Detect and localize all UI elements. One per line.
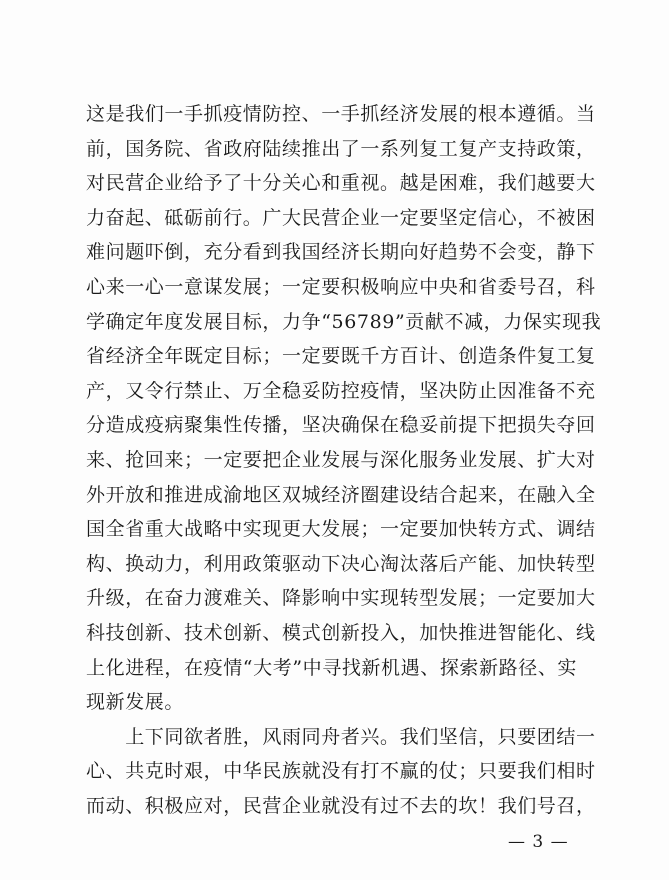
text-line: 而动、积极应对，民营企业就没有过不去的坎！我们号召， bbox=[86, 794, 596, 817]
text-line: 现新发展。 bbox=[86, 691, 185, 714]
page-number: — 3 — bbox=[508, 832, 569, 852]
text-line: 这是我们一手抓疫情防控、一手抓经济发展的根本遵循。当 bbox=[86, 103, 596, 125]
text-line: 升级，在奋力渡难关、降影响中实现转型发展；一定要加大 bbox=[86, 587, 596, 610]
text-line: 上化进程，在疫情“大考”中寻找新机遇、探索新路径、实 bbox=[86, 656, 578, 679]
text-line: 对民营企业给予了十分关心和重视。越是困难，我们越要大 bbox=[86, 172, 596, 195]
text-line: 力奋起、砥砺前行。广大民营企业一定要坚定信心，不被困 bbox=[86, 206, 596, 229]
text-line: 国全省重大战略中实现更大发展；一定要加快转方式、调结 bbox=[86, 518, 596, 541]
text-line: 心、共克时艰，中华民族就没有打不赢的仗；只要我们相时 bbox=[86, 760, 596, 783]
text-line: 心来一心一意谋发展；一定要积极响应中央和省委号召，科 bbox=[86, 275, 596, 298]
text-line: 前，国务院、省政府陆续推出了一系列复工复产支持政策， bbox=[86, 137, 596, 160]
text-line: 产，又令行禁止、万全稳妥防控疫情，坚决防止因准备不充 bbox=[86, 379, 596, 402]
text-line: 难问题吓倒，充分看到我国经济长期向好趋势不会变，静下 bbox=[86, 241, 596, 264]
text-line: 科技创新、技术创新、模式创新投入，加快推进智能化、线 bbox=[86, 621, 596, 644]
text-line: 外开放和推进成渝地区双城经济圈建设结合起来，在融入全 bbox=[86, 483, 596, 506]
text-line: 构、换动力，利用政策驱动下决心淘汰落后产能、加快转型 bbox=[86, 552, 596, 575]
text-line: 省经济全年既定目标；一定要既千方百计、创造条件复工复 bbox=[86, 345, 596, 368]
paragraph-line: 上下同欲者胜，风雨同舟者兴。我们坚信，只要团结一 bbox=[86, 725, 596, 748]
text-line: 来、抢回来；一定要把企业发展与深化服务业发展、扩大对 bbox=[86, 448, 596, 471]
text-line: 学确定年度发展目标，力争“56789”贡献不减，力保实现我 bbox=[86, 310, 602, 333]
text-line: 分造成疫病聚集性传播，坚决确保在稳妥前提下把损失夺回 bbox=[86, 414, 596, 437]
body-text bbox=[86, 97, 602, 823]
